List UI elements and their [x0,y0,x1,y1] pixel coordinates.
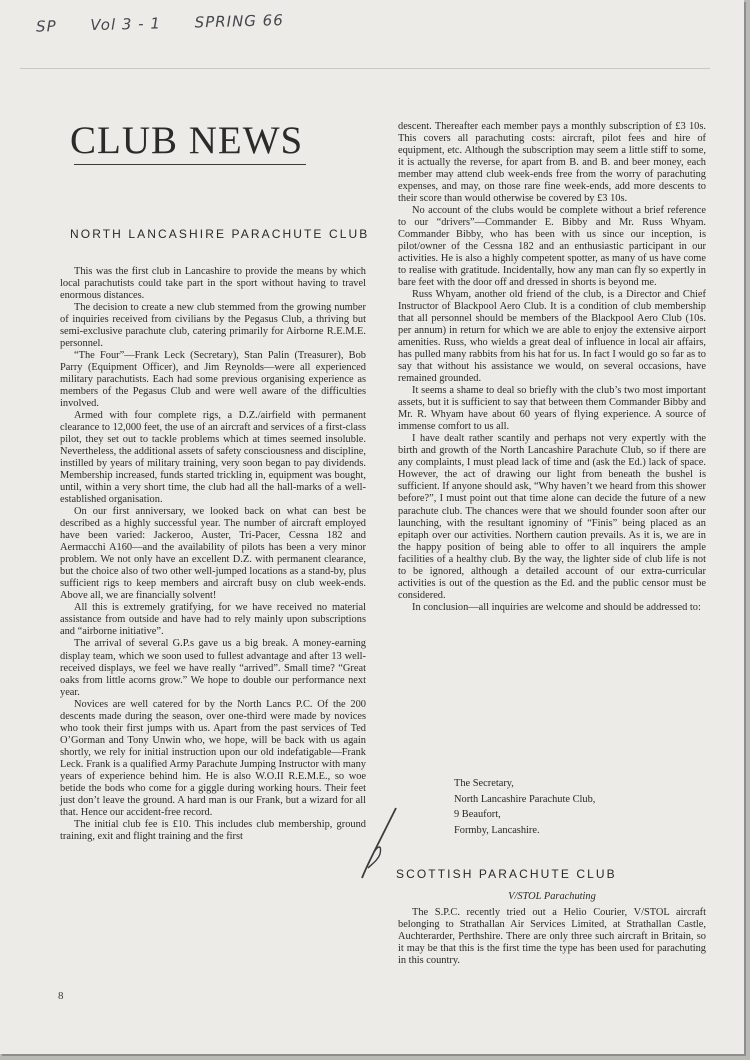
paragraph: All this is extremely gratifying, for we have received no material assistance from outside and have had to rely mainly upon subscriptions and “airborne initiative”. [60,602,366,638]
address-line: North Lancashire Parachute Club, [454,793,596,805]
paragraph: On our first anniversary, we looked back on what can best be described as a highly successful year. The number of aircraft employed have been varied: Jackeroo, Auster, Tri-Pacer, Cessna 182 and Aermacchi A160—and the availability of pilots has been a very minor problem. We not only have an excellent D.Z. with permanent clearance, but the choice also of two other well-jumped locations as a stand-by, plus sufficient rigs to keep members and aircraft busy on club week-ends. Above all, we are financially solvent! [60,506,366,602]
annotation-part: SP [35,17,57,36]
pen-mark [352,802,402,882]
handwritten-annotation [36,10,312,35]
paragraph: In conclusion—all inquiries are welcome and should be addressed to: [412,601,701,613]
annotation-part: Vol 3 - 1 [90,14,162,35]
address-line: Formby, Lancashire. [454,824,540,836]
paragraph: The decision to create a new club stemmed from the growing number of inquiries received from civilians by the Pegasus Club, a thriving but semi-exclusive parachute club, catering primarily for Airborne R.E.M.E. personnel. [60,302,366,350]
paragraph: Armed with four complete rigs, a D.Z./airfield with permanent clearance to 12,000 feet, the use of an aircraft and services of a first-class pilot, they set out to tackle problems which at times seemed insoluble. Nevertheless, the additional assets of safety consciousness and discipline, instilled by years of military training, very soon began to pay dividends. Membership increased, funds started trickling in, equipment was bought, until, within a very short time, the club had all the hall-marks of a well-established organisation. [60,410,366,506]
address-line: 9 Beaufort, [454,809,501,821]
paragraph: The initial club fee is £10. This includes club membership, ground training, exit and flight training and the first [60,818,366,842]
annotation-part: SPRING 66 [194,11,284,32]
section-subheading: V/STOL Parachuting [508,891,596,902]
paragraph: It seems a shame to deal so briefly with the club’s two most important assets, but it is sufficient to say that between them Commander Bibby and Mr. R. Whyam have about 60 years of flying experience. A source of immense comfort to us all. [398,385,706,433]
paragraph: Novices are well catered for by the North Lancs P.C. Of the 200 descents made during the season, over one-third were made by novices who took their first jumps with us. Apart from the past services of Ted O’Gorman and Tony Unwin who, we hope, will be back with us again shortly, we rely for initial instruction upon our old indefatigable—Frank Leck. Frank is a qualified Army Parachute Jumping Instructor with many years of experience behind him. He is also W.O.II R.E.M.E., so woe betide the bods who come for a giggle during working hours. Their feet just don’t leave the ground. A hard man is our Frank, but a wizard for all that. Hence our accident-free record. [60,698,366,818]
paragraph: The S.P.C. recently tried out a Helio Courier, V/STOL aircraft belonging to Strathallan Air Services Limited, at Strathallan Castle, Auchterarder, Perthshire. There are only three such aircraft in Britain, so it may be that this is the first time the type has been used for parachuting in this country. [398,907,706,967]
paragraph: The arrival of several G.P.s gave us a big break. A money-earning display team, which we soon used to fullest advantage and after 13 well-received displays, we feel we have really “arrived”. Small time? “Great oaks from little acorns grow.” We hope to double our performance next year. [60,638,366,698]
scottish-body [398,907,706,967]
section-heading-scottish: SCOTTISH PARACHUTE CLUB [396,867,617,881]
left-column [60,266,366,843]
contact-address [454,776,595,838]
page-title: CLUB NEWS [70,119,304,162]
paragraph: I have dealt rather scantily and perhaps not very expertly with the birth and growth of the North Lancashire Parachute Club, so if there are any complaints, I must plead lack of time and (ask the Ed.) lack of space. However, the act of drawing our light from beneath the bushel is sufficient. If anyone should ask, “Why haven’t we heard from this shower before?”, I must point out that time alone can decide the future of a new parachute club. The chances were that we should founder soon after our launching, with the resultant ignominy of “Finis” being placed as an epitaph over our activities. Northern caution prevails. As it is, we are in the happy position of being able to offer to all inquirers the ample facilities of a healthy club. By the way, the lighter side of club life is not to be ignored, although a detailed account of our extra-curricular activities is out of the question as the Ed. and the public censor must be considered. [398,433,706,601]
paragraph: “The Four”—Frank Leck (Secretary), Stan Palin (Treasurer), Bob Parry (Equipment Officer), and Jim Reynolds—were all experienced military parachutists. Each had some previous organising experience as members of the Pegasus Club and were well aware of the difficulties involved. [60,350,366,410]
page-number: 8 [58,990,64,1002]
top-divider [20,68,710,69]
paragraph: descent. Thereafter each member pays a monthly subscription of £3 10s. This covers all parachuting costs: aircraft, pilot fees and hire of equipment, etc. Although the subscription may seem a little stiff to some, it is actually the reverse, for apart from B. and B. and beer money, each member may attend club week-ends free from the worry of parachuting expenses, and may, on those rare fine week-ends, add more descents to their score than would otherwise be covered by £3 10s. [398,121,706,205]
address-line: The Secretary, [454,778,514,789]
paragraph: Russ Whyam, another old friend of the club, is a Director and Chief Instructor of Blackpool Aero Club. It is a condition of club membership that all personnel should be members of the Blackpool Aero Club (10s. per annum) in return for which we are able to enjoy the extensive airport amenities. Russ, who wields a great deal of influence in local air affairs, has pulled many rabbits from his hat for us. In fact I would go so far as to say that without his assistance we would, on several occasions, have remained grounded. [398,289,706,385]
title-underline [74,164,306,165]
section-heading-north-lancashire: NORTH LANCASHIRE PARACHUTE CLUB [70,227,370,241]
paragraph: This was the first club in Lancashire to provide the means by which local parachutists could take part in the sport without having to travel enormous distances. [60,266,366,302]
paragraph: No account of the clubs would be complete without a brief reference to our “drivers”—Commander E. Bibby and Mr. Russ Whyam. Commander Bibby, who has been with us since our inception, is pilot/owner of the Cessna 182 and an enthusiastic participant in our activities. He is also a highly competent spotter, as many of us have come to realise with gratitude. Incidentally, how any man can fly so expertly in bare feet with the door off and dressed in shorts is beyond me. [398,205,706,289]
right-column [398,121,706,614]
